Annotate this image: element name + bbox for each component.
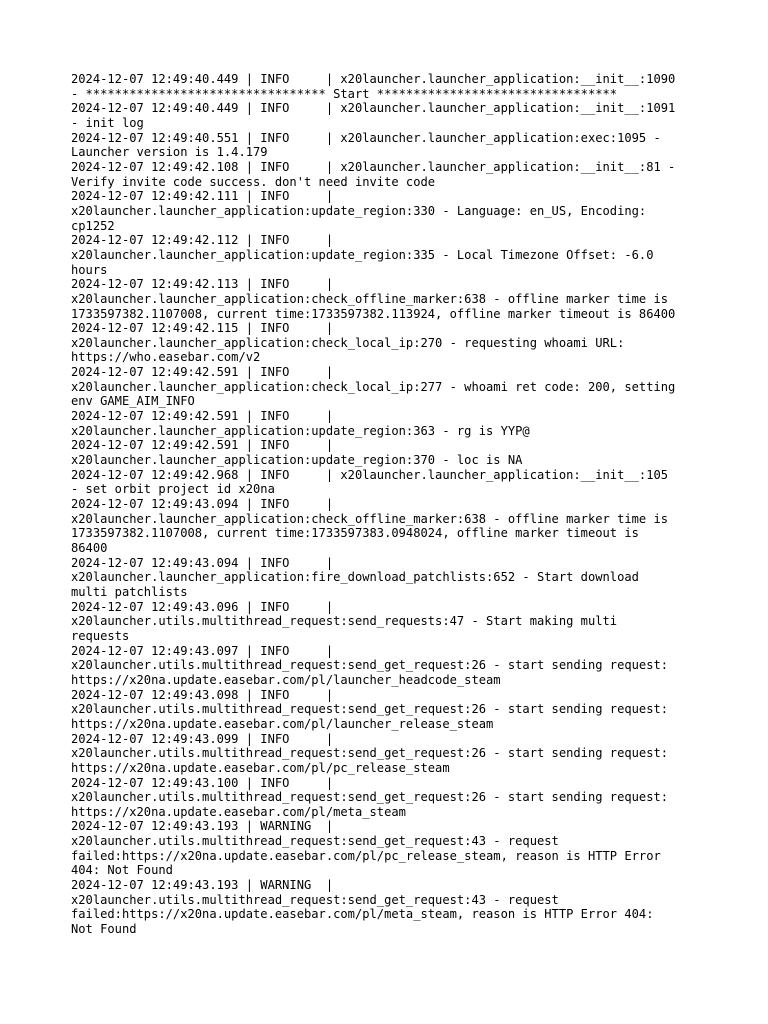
log-line: x20launcher.utils.multithread_request:send_get_request:26 - start sending request: (71, 702, 669, 717)
log-line: 2024-12-07 12:49:42.591 | INFO | (71, 365, 334, 380)
log-line: Launcher version is 1.4.179 (71, 145, 268, 160)
log-line: 2024-12-07 12:49:40.551 | INFO | x20launcher.launcher_application:exec:1095 - (71, 130, 661, 145)
log-line: 2024-12-07 12:49:43.193 | WARNING | (71, 819, 334, 834)
log-line: x20launcher.utils.multithread_request:send_get_request:43 - request (71, 834, 559, 849)
log-line: https://x20na.update.easebar.com/pl/launcher_headcode_steam (71, 672, 501, 687)
log-line: x20launcher.launcher_application:check_local_ip:277 - whoami ret code: 200, setting (71, 379, 676, 394)
log-line: - ********************************* Start ********************************* (71, 86, 618, 101)
log-line: x20launcher.utils.multithread_request:send_get_request:43 - request (71, 892, 559, 907)
log-line: 86400 (71, 541, 108, 555)
log-line: 2024-12-07 12:49:43.097 | INFO | (71, 643, 334, 658)
log-line: x20launcher.utils.multithread_request:send_get_request:26 - start sending request: (71, 658, 669, 673)
log-line: requests (71, 628, 130, 643)
log-line: https://who.easebar.com/v2 (71, 350, 261, 365)
log-line: x20launcher.launcher_application:fire_download_patchlists:652 - Start download (71, 570, 639, 585)
log-line: 2024-12-07 12:49:40.449 | INFO | x20launcher.launcher_application:__init__:1090 (71, 72, 676, 86)
log-line: x20launcher.utils.multithread_request:send_requests:47 - Start making multi (71, 614, 618, 629)
log-line: 2024-12-07 12:49:40.449 | INFO | x20launcher.launcher_application:__init__:1091 (71, 101, 676, 116)
log-line: 2024-12-07 12:49:43.094 | INFO | (71, 497, 334, 512)
log-line: - set orbit project id x20na (71, 482, 275, 497)
log-line: https://x20na.update.easebar.com/pl/pc_release_steam (71, 760, 450, 775)
log-line: 2024-12-07 12:49:42.113 | INFO | (71, 277, 334, 292)
log-line: failed:https://x20na.update.easebar.com/pl/meta_steam, reason is HTTP Error 404: (71, 907, 654, 922)
log-line: 2024-12-07 12:49:43.100 | INFO | (71, 775, 334, 790)
log-line: cp1252 (71, 218, 115, 233)
log-line: 2024-12-07 12:49:42.111 | INFO | (71, 189, 334, 204)
log-line: x20launcher.launcher_application:update_region:363 - rg is YYP@ (71, 423, 530, 438)
log-line: multi patchlists (71, 584, 188, 599)
log-line: x20launcher.utils.multithread_request:send_get_request:26 - start sending request: (71, 746, 669, 761)
log-line: 2024-12-07 12:49:43.193 | WARNING | (71, 878, 334, 893)
log-line: x20launcher.launcher_application:update_region:370 - loc is NA (71, 453, 523, 468)
log-line: x20launcher.launcher_application:check_offline_marker:638 - offline marker time is (71, 291, 669, 306)
log-line: 1733597382.1107008, current time:1733597382.113924, offline marker timeout is 86400 (71, 306, 676, 321)
log-line: 1733597382.1107008, current time:1733597383.0948024, offline marker timeout is (71, 526, 639, 541)
log-line: https://x20na.update.easebar.com/pl/meta_steam (71, 804, 406, 819)
log-line: x20launcher.launcher_application:update_region:335 - Local Timezone Offset: -6.0 (71, 247, 654, 262)
log-line: hours (71, 262, 108, 277)
log-line: x20launcher.launcher_application:update_region:330 - Language: en_US, Encoding: (71, 203, 647, 218)
log-line: 2024-12-07 12:49:43.099 | INFO | (71, 731, 334, 746)
log-line: Not Found (71, 922, 137, 937)
log-line: x20launcher.launcher_application:check_local_ip:270 - requesting whoami URL: (71, 335, 625, 350)
log-line: 404: Not Found (71, 863, 173, 878)
log-line: 2024-12-07 12:49:42.968 | INFO | x20launcher.launcher_application:__init__:105 (71, 467, 669, 482)
log-line: 2024-12-07 12:49:43.098 | INFO | (71, 687, 334, 702)
log-document (71, 72, 711, 937)
log-line: https://x20na.update.easebar.com/pl/launcher_release_steam (71, 716, 494, 731)
log-line: env GAME_AIM_INFO (71, 394, 195, 409)
log-line: 2024-12-07 12:49:42.115 | INFO | (71, 321, 334, 336)
log-line: 2024-12-07 12:49:42.591 | INFO | (71, 438, 334, 453)
log-line: 2024-12-07 12:49:43.096 | INFO | (71, 599, 334, 614)
log-line: 2024-12-07 12:49:42.591 | INFO | (71, 409, 334, 424)
log-line: 2024-12-07 12:49:42.108 | INFO | x20launcher.launcher_application:__init__:81 - (71, 159, 676, 174)
log-line: 2024-12-07 12:49:43.094 | INFO | (71, 555, 334, 570)
log-line: Verify invite code success. don't need invite code (71, 174, 436, 189)
log-line: x20launcher.launcher_application:check_offline_marker:638 - offline marker time is (71, 511, 669, 526)
log-line: failed:https://x20na.update.easebar.com/pl/pc_release_steam, reason is HTTP Error (71, 848, 661, 863)
log-line: 2024-12-07 12:49:42.112 | INFO | (71, 233, 334, 248)
log-line: x20launcher.utils.multithread_request:send_get_request:26 - start sending request: (71, 790, 669, 805)
log-line: - init log (71, 115, 144, 130)
